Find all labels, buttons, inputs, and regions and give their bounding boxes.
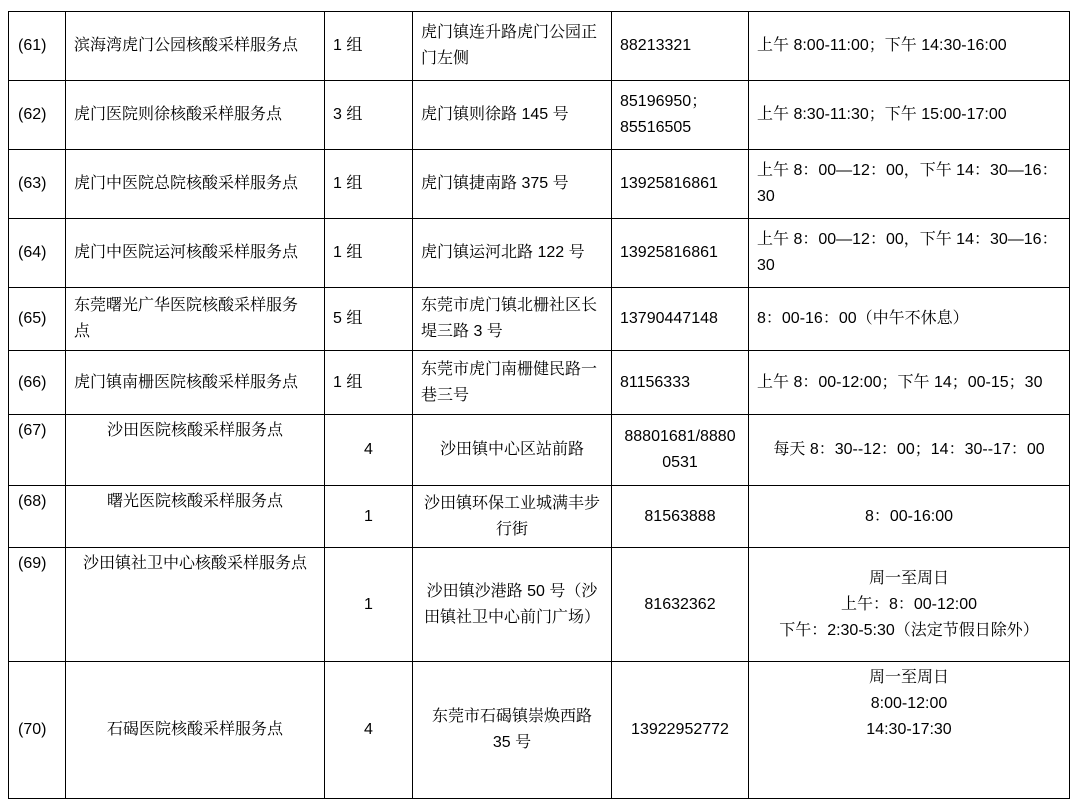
cell-phone: 81156333 (612, 351, 749, 415)
cell-groups: 5 组 (325, 288, 413, 351)
cell-address: 沙田镇中心区站前路 (413, 415, 612, 486)
cell-id: (65) (9, 288, 66, 351)
table-row (9, 351, 1070, 415)
cell-phone: 81632362 (612, 548, 749, 662)
cell-phone: 13925816861 (612, 150, 749, 219)
cell-hours: 上午 8：00—12：00，下午 14：30—16： 30 (749, 219, 1070, 288)
cell-phone: 13922952772 (612, 662, 749, 799)
cell-id: (67) (9, 415, 66, 486)
table-row (9, 12, 1070, 81)
table-row (9, 415, 1070, 486)
cell-id: (69) (9, 548, 66, 662)
cell-address: 虎门镇捷南路 375 号 (413, 150, 612, 219)
cell-hours: 8：00-16：00（中午不休息） (749, 288, 1070, 351)
sampling-sites-table (8, 11, 1070, 799)
cell-phone: 13925816861 (612, 219, 749, 288)
cell-id: (68) (9, 486, 66, 548)
cell-id: (64) (9, 219, 66, 288)
cell-site-name: 滨海湾虎门公园核酸采样服务点 (66, 12, 325, 81)
table-row (9, 150, 1070, 219)
cell-address: 沙田镇沙港路 50 号（沙 田镇社卫中心前门广场） (413, 548, 612, 662)
cell-hours: 上午 8：00-12:00；下午 14；00-15；30 (749, 351, 1070, 415)
cell-groups: 1 组 (325, 351, 413, 415)
cell-phone: 81563888 (612, 486, 749, 548)
cell-hours: 8：00-16:00 (749, 486, 1070, 548)
cell-hours: 周一至周日 上午：8：00-12:00 下午：2:30-5:30（法定节假日除外） (749, 548, 1070, 662)
cell-site-name: 虎门医院则徐核酸采样服务点 (66, 81, 325, 150)
cell-hours: 上午 8：00—12：00，下午 14：30—16： 30 (749, 150, 1070, 219)
cell-groups: 1 (325, 548, 413, 662)
cell-address: 东莞市虎门镇北栅社区长 堤三路 3 号 (413, 288, 612, 351)
cell-site-name: 虎门镇南栅医院核酸采样服务点 (66, 351, 325, 415)
cell-hours: 上午 8:00-11:00；下午 14:30-16:00 (749, 12, 1070, 81)
cell-site-name: 沙田镇社卫中心核酸采样服务点 (66, 548, 325, 662)
cell-phone: 88213321 (612, 12, 749, 81)
cell-address: 东莞市虎门南栅健民路一 巷三号 (413, 351, 612, 415)
cell-groups: 4 (325, 415, 413, 486)
cell-hours: 周一至周日 8:00-12:00 14:30-17:30 (749, 662, 1070, 799)
cell-address: 东莞市石碣镇崇焕西路 35 号 (413, 662, 612, 799)
cell-id: (70) (9, 662, 66, 799)
cell-id: (66) (9, 351, 66, 415)
cell-phone: 13790447148 (612, 288, 749, 351)
cell-hours: 每天 8：30--12：00；14：30--17：00 (749, 415, 1070, 486)
cell-address: 虎门镇则徐路 145 号 (413, 81, 612, 150)
cell-groups: 1 (325, 486, 413, 548)
cell-id: (61) (9, 12, 66, 81)
cell-address: 虎门镇连升路虎门公园正 门左侧 (413, 12, 612, 81)
cell-id: (62) (9, 81, 66, 150)
table-row (9, 486, 1070, 548)
cell-site-name: 东莞曙光广华医院核酸采样服务 点 (66, 288, 325, 351)
cell-groups: 1 组 (325, 219, 413, 288)
cell-hours: 上午 8:30-11:30；下午 15:00-17:00 (749, 81, 1070, 150)
table-row (9, 81, 1070, 150)
cell-phone: 88801681/8880 0531 (612, 415, 749, 486)
cell-site-name: 沙田医院核酸采样服务点 (66, 415, 325, 486)
cell-site-name: 虎门中医院运河核酸采样服务点 (66, 219, 325, 288)
table-row (9, 288, 1070, 351)
cell-groups: 1 组 (325, 150, 413, 219)
cell-phone: 85196950； 85516505 (612, 81, 749, 150)
cell-site-name: 曙光医院核酸采样服务点 (66, 486, 325, 548)
cell-site-name: 石碣医院核酸采样服务点 (66, 662, 325, 799)
cell-groups: 3 组 (325, 81, 413, 150)
cell-id: (63) (9, 150, 66, 219)
table-row (9, 548, 1070, 662)
cell-groups: 4 (325, 662, 413, 799)
cell-address: 虎门镇运河北路 122 号 (413, 219, 612, 288)
cell-address: 沙田镇环保工业城满丰步 行街 (413, 486, 612, 548)
cell-groups: 1 组 (325, 12, 413, 81)
table-row (9, 662, 1070, 799)
cell-site-name: 虎门中医院总院核酸采样服务点 (66, 150, 325, 219)
table-row (9, 219, 1070, 288)
